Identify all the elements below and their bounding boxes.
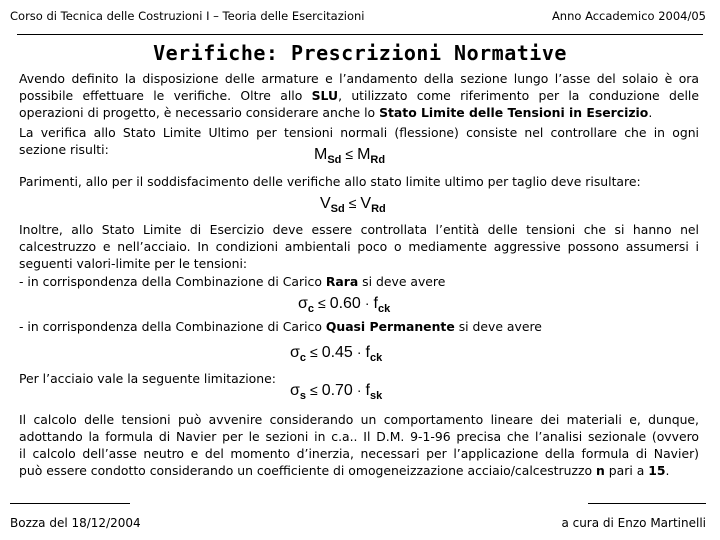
- formula-moment: $M_{Sd} \le M_{Rd}$: [314, 146, 386, 166]
- service-line-1: Inoltre, allo Stato Limite di Esercizio deve essere controllata l’entità delle tensioni che si hanno nel: [19, 222, 699, 237]
- formula-rara: $\sigma_c \le 0.60 \cdot f_{ck}$: [298, 295, 391, 315]
- sle-term: Stato Limite delle Tensioni in Esercizio: [379, 105, 649, 120]
- service-line-3: seguenti valori-limite per le tensioni:: [19, 256, 248, 271]
- formula-quasi-permanent: $\sigma_c \le 0.45 \cdot f_{ck}$: [290, 344, 383, 364]
- intro-line-1: Avendo definito la disposizione delle armature e l’andamento della sezione lungo l’asse del solaio è ora: [19, 71, 699, 86]
- formula-shear: $V_{Sd} \le V_{Rd}$: [320, 195, 386, 215]
- rara-condition: - in corrispondenza della Combinazione di Carico Rara si deve avere: [19, 274, 446, 289]
- academic-year: Anno Accademico 2004/05: [551, 9, 706, 23]
- quasi-permanent-term: Quasi Permanente: [325, 319, 455, 334]
- shear-paragraph: Parimenti, allo per il soddisfacimento delle verifiche allo stato limite ultimo per taglio deve risultare:: [19, 174, 641, 189]
- flexure-line-1: La verifica allo Stato Limite Ultimo per tensioni normali (flessione) consiste nel controllare che in ogni: [19, 125, 699, 140]
- footer-left-rule: [10, 503, 130, 504]
- coefficient-value: 15: [648, 463, 666, 478]
- navier-line-3: il calcolo dell’asse neutro e del momento d’inerzia, necessari per l’applicazione della formula di Navier): [19, 446, 699, 461]
- rara-term: Rara: [325, 274, 359, 289]
- intro-paragraph: [19, 70, 699, 121]
- formula-steel: $\sigma_s \le 0.70 \cdot f_{sk}$: [290, 382, 383, 402]
- page-title: Verifiche: Prescrizioni Normative: [153, 41, 567, 65]
- navier-line-2: adottando la formula di Navier per le sezioni in c.a.. Il D.M. 9-1-96 precisa che l’analisi sezionale (ovvero: [19, 429, 699, 444]
- draft-date: Bozza del 18/12/2004: [10, 516, 141, 530]
- author-credit: a cura di Enzo Martinelli: [561, 516, 706, 530]
- service-paragraph: [19, 221, 699, 272]
- footer-right-rule: [588, 503, 706, 504]
- quasi-permanent-condition: - in corrispondenza della Combinazione di Carico Quasi Permanente si deve avere: [19, 319, 542, 334]
- slu-term: SLU: [311, 88, 339, 103]
- navier-line-4: può essere condotto considerando un coefficiente di omogeneizzazione acciaio/calcestruzzo n pari a 15.: [19, 463, 670, 478]
- navier-line-1: Il calcolo delle tensioni può avvenire considerando un comportamento lineare dei materiali e, dunque,: [19, 412, 699, 427]
- steel-condition: Per l’acciaio vale la seguente limitazione:: [19, 371, 276, 386]
- service-line-2: calcestruzzo e nell’acciaio. In condizioni ambientali poco o mediamente aggressive possono assumersi i: [19, 239, 699, 254]
- coefficient-n: n: [596, 463, 605, 478]
- course-title: Corso di Tecnica delle Costruzioni I – Teoria delle Esercitazioni: [10, 9, 365, 23]
- intro-line-3: operazioni di progetto, è necessario considerare anche lo Stato Limite delle Tensioni in Esercizio.: [19, 105, 653, 120]
- header-divider: [17, 34, 703, 35]
- navier-paragraph: [19, 411, 699, 479]
- flexure-line-2: sezione risulti:: [19, 142, 109, 157]
- intro-line-2: possibile effettuare le verifiche. Oltre allo SLU, utilizzato come riferimento per la conduzione delle: [19, 88, 699, 103]
